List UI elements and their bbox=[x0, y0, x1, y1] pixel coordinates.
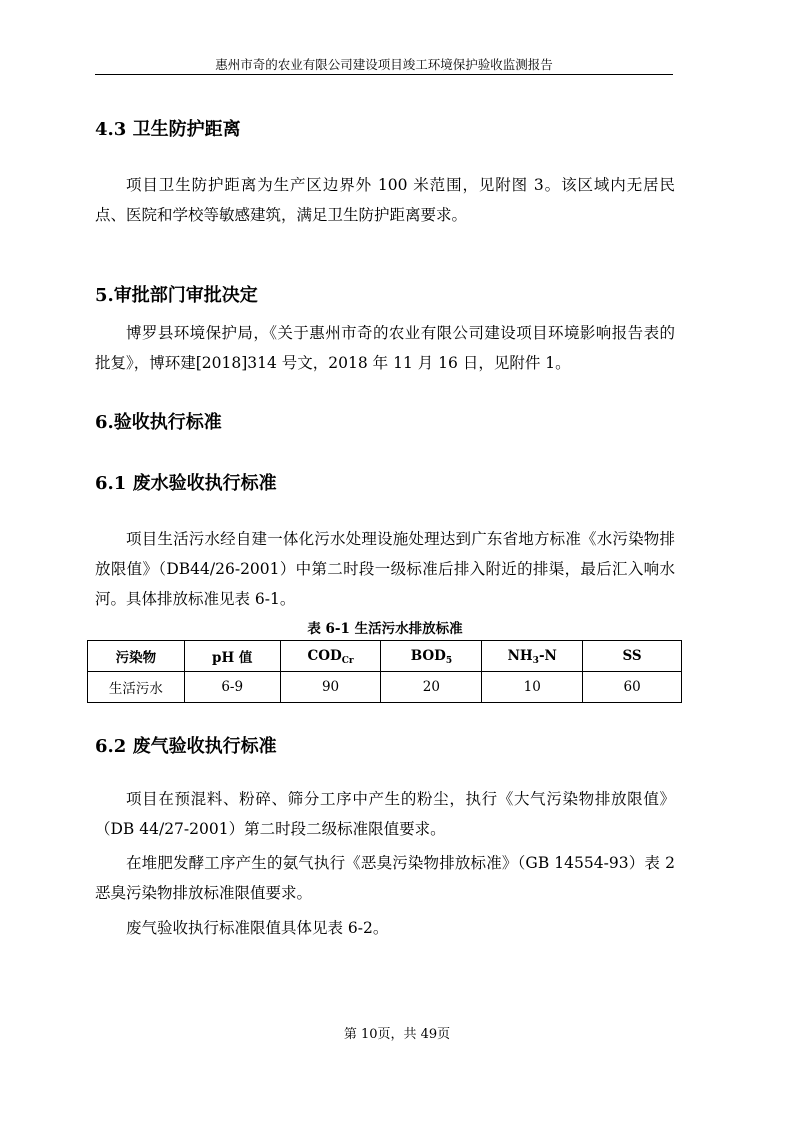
wastewater-standard-table bbox=[87, 640, 682, 703]
header-ph: pH 值 bbox=[184, 641, 280, 672]
section-6-heading: 6.验收执行标准 bbox=[95, 412, 222, 433]
cell-ph: 6-9 bbox=[184, 672, 280, 703]
section-4-3-heading: 4.3 卫生防护距离 bbox=[95, 119, 241, 140]
cell-nh3n: 10 bbox=[482, 672, 583, 703]
header-ss: SS bbox=[583, 641, 682, 672]
cell-cod: 90 bbox=[280, 672, 381, 703]
table-row bbox=[88, 672, 682, 703]
section-6-1-paragraph: 项目生活污水经自建一体化污水处理设施处理达到广东省地方标准《水污染物排放限值》（DB44/26-2001）中第二时段一级标准后排入附近的排渠，最后汇入响水河。具体排放标准见表 6-1。 bbox=[95, 530, 675, 608]
table-6-1-caption: 表 6-1 生活污水排放标准 bbox=[307, 621, 463, 637]
cell-ss: 60 bbox=[583, 672, 682, 703]
section-6-2-paragraph-1: 项目在预混料、粉碎、筛分工序中产生的粉尘，执行《大气污染物排放限值》（DB 44/27-2001）第二时段二级标准限值要求。 bbox=[95, 790, 675, 838]
section-5-paragraph: 博罗县环境保护局，《关于惠州市奇的农业有限公司建设项目环境影响报告表的批复》，博环建[2018]314 号文，2018 年 11 月 16 日，见附件 1。 bbox=[95, 324, 675, 372]
header-bod: $BOD_5$ bbox=[381, 641, 482, 672]
section-6-2-paragraph-3: 废气验收执行标准限值具体见表 6-2。 bbox=[126, 919, 389, 937]
header-pollutant: 污染物 bbox=[88, 641, 185, 672]
header-cod: $COD_{Cr}$ bbox=[280, 641, 381, 672]
header-nh3n: $NH_3-N$ bbox=[482, 641, 583, 672]
table-header-row bbox=[88, 641, 682, 672]
cell-name: 生活污水 bbox=[88, 672, 185, 703]
section-6-2-paragraph-2: 在堆肥发酵工序产生的氨气执行《恶臭污染物排放标准》（GB 14554-93）表 2 恶臭污染物排放标准限值要求。 bbox=[95, 854, 675, 902]
section-6-2-heading: 6.2 废气验收执行标准 bbox=[95, 736, 277, 757]
section-5-heading: 5.审批部门审批决定 bbox=[95, 285, 258, 306]
running-header: 惠州市奇的农业有限公司建设项目竣工环境保护验收监测报告 bbox=[95, 56, 673, 75]
cell-bod: 20 bbox=[381, 672, 482, 703]
section-6-1-heading: 6.1 废水验收执行标准 bbox=[95, 473, 277, 494]
section-4-3-paragraph: 项目卫生防护距离为生产区边界外 100 米范围，见附图 3。该区域内无居民点、医院和学校等敏感建筑，满足卫生防护距离要求。 bbox=[95, 176, 675, 224]
page-footer: 第 10页，共 49页 bbox=[343, 1027, 451, 1042]
